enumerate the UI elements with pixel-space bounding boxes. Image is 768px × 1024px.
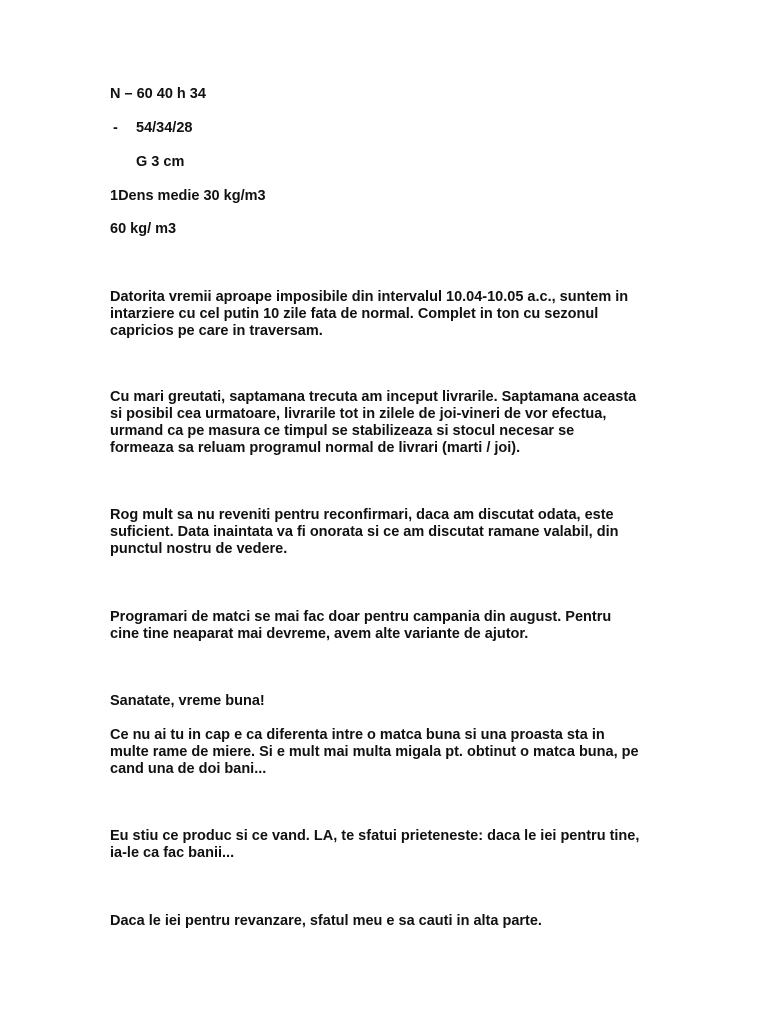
weight-line: 60 kg/ m3 [110, 221, 177, 237]
dimensions-line: 54/34/28 [136, 120, 193, 136]
paragraph-line: multe rame de miere. Si e mult mai multa migala pt. obtinut o matca buna, pe [110, 744, 639, 760]
bullet-dash: - [113, 120, 118, 136]
paragraph-line: capricios pe care in traversam. [110, 323, 323, 339]
paragraph-line: Ce nu ai tu in cap e ca diferenta intre o matca buna si una proasta sta in [110, 727, 605, 743]
paragraph-line: cand una de doi bani... [110, 761, 267, 777]
paragraph-line: Sanatate, vreme buna! [110, 693, 265, 709]
paragraph-line: Rog mult sa nu reveniti pentru reconfirmari, daca am discutat odata, este [110, 507, 614, 523]
g-line: G 3 cm [136, 154, 185, 170]
paragraph-queen-scheduling [110, 609, 690, 643]
paragraph-greeting [110, 693, 690, 710]
paragraph-deliveries [110, 389, 690, 457]
paragraph-advice [110, 828, 690, 862]
paragraph-queen-quality [110, 727, 690, 778]
paragraph-line: Eu stiu ce produc si ce vand. LA, te sfatui prieteneste: daca le iei pentru tine, [110, 828, 640, 844]
paragraph-line: punctul nostru de vedere. [110, 541, 288, 557]
paragraph-weather-delay [110, 289, 690, 340]
paragraph-line: Datorita vremii aproape imposibile din intervalul 10.04-10.05 a.c., suntem in [110, 289, 629, 305]
paragraph-line: formeaza sa reluam programul normal de livrari (marti / joi). [110, 440, 521, 456]
paragraph-reconfirmations [110, 507, 690, 558]
paragraph-line: Programari de matci se mai fac doar pentru campania din august. Pentru [110, 609, 612, 625]
density-line: 1Dens medie 30 kg/m3 [110, 188, 266, 204]
paragraph-line: intarziere cu cel putin 10 zile fata de normal. Complet in ton cu sezonul [110, 306, 599, 322]
paragraph-line: ia-le ca fac banii... [110, 845, 235, 861]
paragraph-line: Daca le iei pentru revanzare, sfatul meu e sa cauti in alta parte. [110, 913, 542, 929]
spec-line: N – 60 40 h 34 [110, 86, 206, 102]
paragraph-resale [110, 913, 690, 930]
paragraph-line: Cu mari greutati, saptamana trecuta am inceput livrarile. Saptamana aceasta [110, 389, 637, 405]
paragraph-line: si posibil cea urmatoare, livrarile tot in zilele de joi-vineri de vor efectua, [110, 406, 607, 422]
paragraph-line: cine tine neaparat mai devreme, avem alte variante de ajutor. [110, 626, 529, 642]
paragraph-line: suficient. Data inaintata va fi onorata si ce am discutat ramane valabil, din [110, 524, 619, 540]
paragraph-line: urmand ca pe masura ce timpul se stabilizeaza si stocul necesar se [110, 423, 575, 439]
